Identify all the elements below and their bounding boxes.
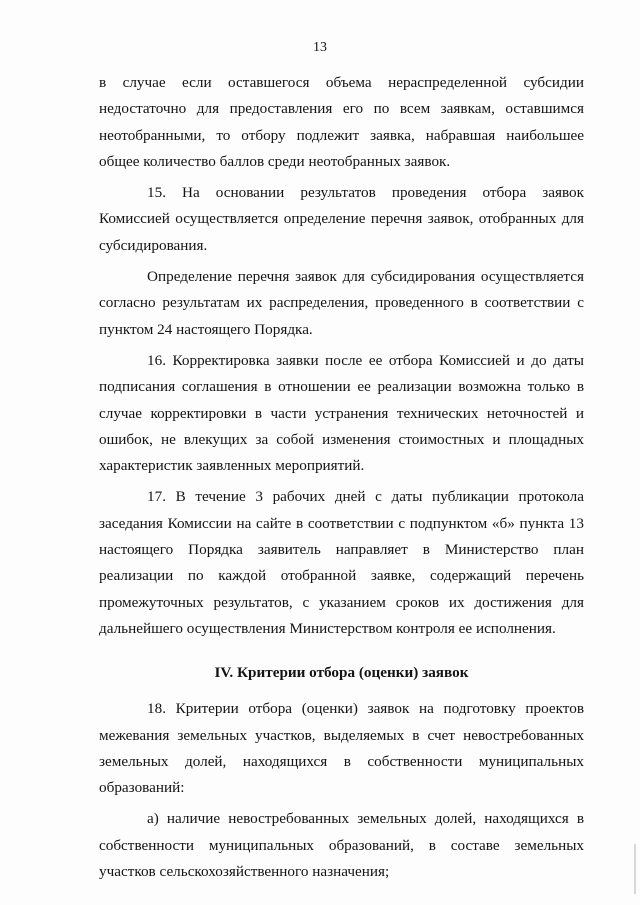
- paragraph-continuation: в случае если оставшегося объема нераспределенной субсидии недостаточно для предоставления его по всем заявкам, оставшимся неотобранными, то отбору подлежит заявка, набравшая наибольшее общее количество баллов среди неотобранных заявок.: [99, 74, 584, 170]
- paragraph-item-18: 18. Критерии отбора (оценки) заявок на подготовку проектов межевания земельных участков, выделяемых в счет невостребованных земельных долей, находящихся в собственности муниципальных образований:: [99, 700, 584, 797]
- paragraph-item-17: 17. В течение 3 рабочих дней с даты публикации протокола заседания Комиссии на сайте в соответствии с подпунктом «б» пункта 13 настоящего Порядка заявитель направляет в Министерство план реализации по каждой отобранной заявке, содержащий перечень промежуточных результатов, с указанием сроков их достижения для дальнейшего осуществления Министерством контроля ее исполнения.: [99, 488, 584, 637]
- page-number: 13: [313, 40, 327, 55]
- paragraph-subitem-a: а) наличие невостребованных земельных долей, находящихся в собственности муниципальных образований, в составе земельных участков сельскохозяйственного назначения;: [99, 810, 584, 881]
- paragraph-item-15: 15. На основании результатов проведения отбора заявок Комиссией осуществляется определение перечня заявок, отобранных для субсидирования.: [99, 184, 584, 254]
- section-heading: IV. Критерии отбора (оценки) заявок: [214, 664, 469, 682]
- paragraph-list-definition: Определение перечня заявок для субсидирования осуществляется согласно результатам их распределения, проведенного в соответствии с пунктом 24 настоящего Порядка.: [99, 268, 584, 338]
- document-body: [99, 70, 584, 885]
- scan-edge-mark: [634, 844, 636, 894]
- paragraph-item-16: 16. Корректировка заявки после ее отбора Комиссией и до даты подписания соглашения в отношении ее реализации возможна только в случае корректировки в части устранения технических неточностей и ошибок, не влекущих за собой изменения стоимостных и площадных характеристик заявленных мероприятий.: [99, 351, 584, 475]
